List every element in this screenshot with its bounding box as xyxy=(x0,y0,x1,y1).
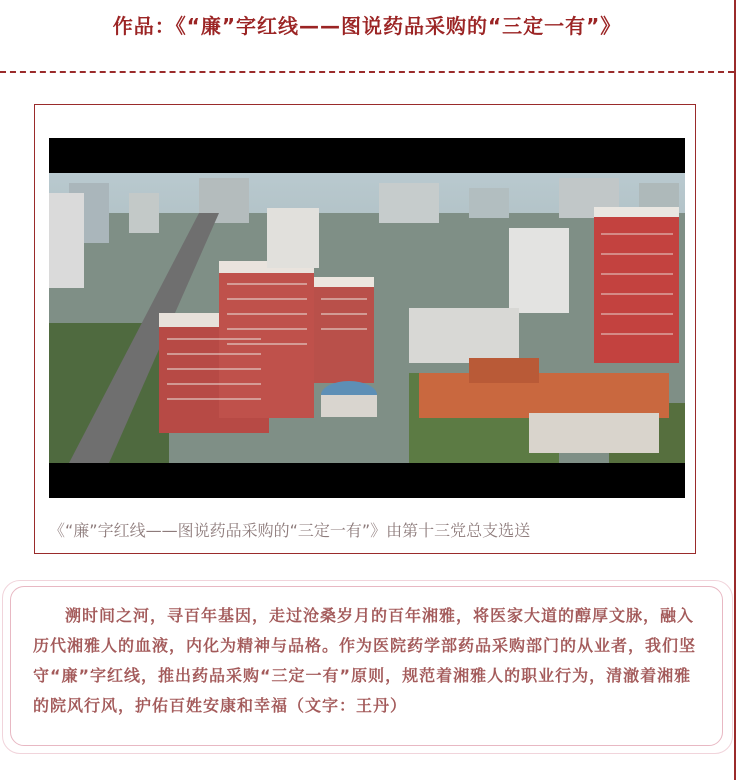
dashed-divider xyxy=(0,71,734,73)
article-text: 溯时间之河，寻百年基因，走过沧桑岁月的百年湘雅，将医家大道的醇厚文脉，融入历代湘雅人的血液，内化为精神与品格。作为医院药学部药品采购部门的从业者，我们坚守“廉”字红线，推出药品采购“三定一有”原则，规范着湘雅人的职业行为，清澈着湘雅的院风行风，护佑百姓安康和幸福（文字：王丹） xyxy=(33,606,697,715)
video-frame-image xyxy=(49,173,685,463)
video-caption: 《“廉”字红线——图说药品采购的“三定一有”》由第十三党总支选送 xyxy=(49,521,531,540)
video-player[interactable] xyxy=(49,138,685,498)
page-title: 作品：《“廉”字红线——图说药品采购的“三定一有”》 xyxy=(112,14,622,38)
right-border-rule xyxy=(734,0,736,780)
article-box xyxy=(10,586,723,746)
video-card xyxy=(34,104,696,554)
